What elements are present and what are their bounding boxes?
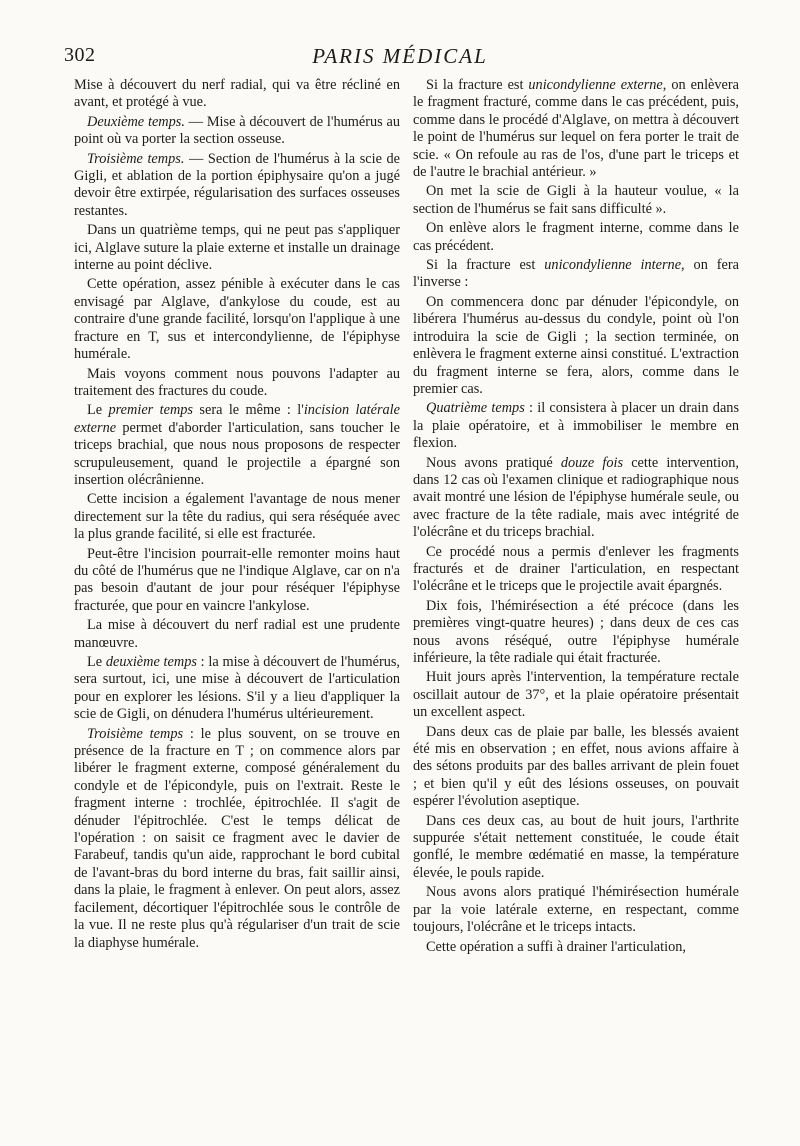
paragraph <box>74 114 400 149</box>
paragraph <box>74 491 400 543</box>
text-run: , on enlèvera le fragment fracturé, comme dans le cas précédent, puis, comme dans le procédé d'Alglave, on mettra à découvert le point de l'humérus sur lequel on fera porter le trait de scie. « On refoule au ras de l'os, d'une part le triceps et de l'autre le brachial antérieur. » <box>413 77 739 181</box>
text-run: sera le même : l' <box>193 402 304 419</box>
paragraph <box>74 726 400 952</box>
paragraph <box>413 939 739 956</box>
text-run: Ce procédé nous a permis d'enlever les fragments fracturés et de drainer l'articulation, en respectant l'olécrâne et le triceps que le projectile avait épargnés. <box>413 543 739 595</box>
italic-text: douze fois <box>560 454 624 471</box>
paragraph <box>74 77 400 112</box>
italic-text: Troisième temps <box>87 725 184 742</box>
paragraph <box>413 294 739 398</box>
italic-text: Troisième temps. <box>87 150 185 167</box>
text-run: Nous avons pratiqué <box>426 454 561 471</box>
paragraph <box>413 669 739 721</box>
text-run: Cette opération, assez pénible à exécuter dans le cas envisagé par Alglave, d'ankylose du coude, est au contraire d'une grande facilité, lorsqu'on l'applique à une fracture en T, sus et intercondylienne, de l'épiphyse humérale. <box>74 276 400 363</box>
text-run: permet d'aborder l'articulation, sans toucher le triceps brachial, que nous nous proposons de respecter scrupuleusement, quand le projectile a épargné son insertion olécrânienne. <box>74 419 400 488</box>
text-run: Cette incision a également l'avantage de nous mener directement sur la tête du radius, qui sera réséquée avec la plus grande facilité, si elle est fracturée. <box>74 491 400 543</box>
text-run: : la mise à découvert de l'humérus, sera surtout, ici, une mise à découvert de l'articulation pour en explorer les lésions. S'il y a lieu d'appliquer la scie de Gigli, on dénudera l'humérus ultérieurement. <box>74 654 401 723</box>
paragraph <box>74 546 400 616</box>
italic-text: unicondylienne interne <box>544 257 682 274</box>
text-run: Mais voyons comment nous pouvons l'adapter au traitement des fractures du coude. <box>74 365 400 399</box>
paragraph <box>74 366 400 401</box>
text-run: On met la scie de Gigli à la hauteur voulue, « la section de l'humérus se fait sans difficulté ». <box>413 183 739 217</box>
italic-text: unicondylienne externe <box>528 77 663 93</box>
text-run: Mise à découvert du nerf radial, qui va être récliné en avant, et protégé à vue. <box>74 77 400 111</box>
paragraph <box>413 598 739 668</box>
text-run: Si la fracture est <box>426 77 529 93</box>
italic-text: deuxième temps <box>105 654 197 670</box>
paragraph <box>413 220 739 255</box>
paragraph <box>413 813 739 883</box>
text-run: : il consistera à placer un drain dans la plaie opératoire, et à immobiliser le membre en flexion. <box>413 400 740 452</box>
text-run: Dix fois, l'hémirésection a été précoce (dans les premières vingt-quatre heures) ; dans deux de ces cas nous avons réséqué, outre l'épiphyse humérale inférieure, la tête radiale qui était fracturée. <box>413 597 739 666</box>
text-run: Le <box>87 654 106 670</box>
text-run: Nous avons alors pratiqué l'hémirésection humérale par la voie latérale externe, en respectant, comme toujours, l'olécrâne et le triceps intacts. <box>413 884 739 936</box>
paragraph <box>413 544 739 596</box>
text-run: La mise à découvert du nerf radial est une prudente manœuvre. <box>74 617 400 651</box>
text-run: cette intervention, dans 12 cas où l'examen clinique et radiographique nous avait montré une lésion de l'épiphyse humérale seule, ou avec fracture de la tête radiale, mais avec intégrité de l'olécrâne et du triceps brachial. <box>413 454 739 541</box>
paragraph <box>74 276 400 363</box>
text-run: On commencera donc par dénuder l'épicondyle, on libérera l'humérus au-dessus du condyle, point où l'on introduira la scie de Gigli ; la section terminée, on enlèvera le fragment externe ainsi constitué. L'extraction du fragment interne se fera, alors, comme dans le premier cas. <box>413 293 739 397</box>
text-run: Dans un quatrième temps, qui ne peut pas s'appliquer ici, Alglave suture la plaie externe et installe un drainage interne au point déclive. <box>74 222 400 274</box>
paragraph <box>413 455 739 542</box>
text-run: Si la fracture est <box>426 257 545 274</box>
text-run: Dans deux cas de plaie par balle, les blessés avaient été mis en observation ; en effet, nous avions affaire à des sétons produits par des balles arrivant de plein fouet ; et bien qu'il y eût des lésions osseuses, on pouvait espérer l'évolution aseptique. <box>413 723 739 810</box>
right-column <box>413 77 739 958</box>
paragraph <box>413 884 739 936</box>
text-run: On enlève alors le fragment interne, comme dans le cas précédent. <box>413 220 739 254</box>
text-run: — Section de l'humérus à la scie de Gigli, et ablation de la portion épiphysaire qu'on a jugé devoir être extirpée, régularisation des surfaces osseuses restantes. <box>74 150 401 219</box>
text-run: Peut-être l'incision pourrait-elle remonter moins haut du côté de l'humérus que ne l'indique Alglave, car on n'a pas besoin d'autant de jour pour réséquer l'épiphyse fracturée, que pour en vaincre l'ankylose. <box>74 545 400 614</box>
italic-text: Deuxième temps. <box>87 113 185 130</box>
text-run: — Mise à découvert de l'humérus au point où va porter la section osseuse. <box>74 113 400 148</box>
italic-text: incision latérale externe <box>74 402 400 436</box>
running-title: PARIS MÉDICAL <box>312 44 488 68</box>
paragraph <box>413 183 739 218</box>
text-run: : le plus souvent, on se trouve en présence de la fracture en T ; on commence alors par libérer le fragment externe, composé généralement du condyle et de l'épicondyle, puis on l'extrait. Reste le fragment interne : trochlée, épitrochlée. Il s'agit de dénuder l'épitrochlée. C'est le temps délicat de l'opération : on saisit ce fragment avec le davier de Farabeuf, tandis qu'un aide, rapprochant le bord cubital de l'avant-bras du bord interne du bras, fait saillir ainsi, dans la plaie, le fragment à enlever. On peut alors, assez facilement, décortiquer l'épitrochlée sous le contrôle de la vue. Il ne reste plus qu'à régulariser d'un trait de scie la diaphyse humérale. <box>74 725 400 951</box>
page-number: 302 <box>64 44 96 66</box>
text-run: Dans ces deux cas, au bout de huit jours, l'arthrite suppurée s'était nettement constituée, le coude était gonflé, le membre œdématié en masse, la température élevée, le pouls rapide. <box>413 812 739 881</box>
italic-text: Quatrième temps <box>426 400 525 417</box>
italic-text: premier temps <box>108 402 193 419</box>
paragraph <box>74 617 400 652</box>
paragraph <box>413 257 739 292</box>
paragraph <box>413 724 739 811</box>
text-run: Le <box>87 402 109 419</box>
paragraph <box>413 400 739 452</box>
paragraph <box>74 402 400 489</box>
text-run: , on fera l'inverse : <box>413 257 739 291</box>
paragraph <box>413 77 739 181</box>
text-run: Cette opération a suffi à drainer l'articulation, <box>426 938 686 955</box>
text-run: Huit jours après l'intervention, la température rectale oscillait autour de 37°, et la plaie opératoire présentait un excellent aspect. <box>413 669 739 721</box>
left-column <box>74 77 400 954</box>
paragraph <box>74 222 400 274</box>
paragraph <box>74 654 400 724</box>
page-header <box>64 44 736 74</box>
paragraph <box>74 151 400 221</box>
